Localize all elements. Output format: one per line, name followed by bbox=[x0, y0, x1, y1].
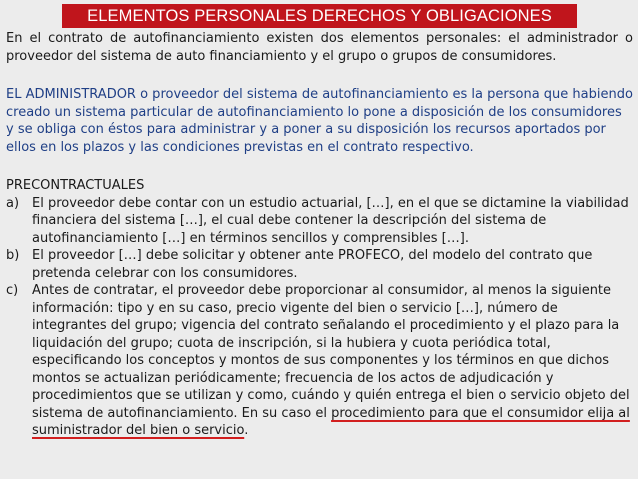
list-item-text-tail: . bbox=[244, 423, 249, 438]
list-item-b bbox=[6, 247, 633, 282]
list-item-c bbox=[6, 282, 633, 440]
list-item-text: Antes de contratar, el proveedor debe proporcionar al consumidor, al menos la siguiente información: tipo y en su caso, precio vigente del bien o servicio […], número de integrantes del grupo; vigencia del contrato señalando el procedimiento y el plazo para la liquidación del grupo; cuota de inscripción, si la hubiera y cuota periódica total, especificando los conceptos y montos de sus componentes y los términos en que dichos montos se actualizan periódicamente; frecuencia de los actos de adjudicación y procedimientos que se utilizan y como, cuándo y quién entrega el bien o servicio objeto del sistema de autofinanciamiento. En su caso el bbox=[32, 283, 630, 421]
list-item-text: El proveedor debe contar con un estudio actuarial, […], en el que se dictamine la viabilidad financiera del sistema […], el cual debe contener la descripción del sistema de autofinanciamiento […] en términos sencillos y comprensibles […]. bbox=[32, 195, 629, 246]
administrator-paragraph: EL ADMINISTRADOR o proveedor del sistema de autofinanciamiento es la persona que habiendo creado un sistema particular de autofinanciamiento lo pone a disposición de los consumidores y se obliga con éstos para administrar y a poner a su disposición los recursos aportados por ellos en los plazos y las condiciones previstas en el contrato respectivo. bbox=[6, 87, 633, 155]
list-item-text: El proveedor […] debe solicitar y obtener ante PROFECO, del modelo del contrato que pretenda celebrar con los consumidores. bbox=[32, 248, 593, 281]
list-item-letter: b) bbox=[6, 248, 20, 263]
precontractual-section bbox=[6, 177, 633, 440]
underlined-procedure-text: procedimiento para que el consumidor elija al suministrador del bien o servicio bbox=[32, 405, 630, 438]
list-item-text-container bbox=[32, 282, 633, 440]
list-item-letter: c) bbox=[6, 283, 19, 298]
list-item-a bbox=[6, 195, 633, 248]
list-item-letter: a) bbox=[6, 195, 20, 211]
slide-title: ELEMENTOS PERSONALES DERECHOS Y OBLIGACIONES bbox=[62, 4, 577, 28]
intro-paragraph: En el contrato de autofinanciamiento existen dos elementos personales: el administrador o proveedor del sistema de auto financiamiento y el grupo o grupos de consumidores. bbox=[6, 31, 633, 64]
section-heading: PRECONTRACTUALES bbox=[6, 178, 145, 193]
